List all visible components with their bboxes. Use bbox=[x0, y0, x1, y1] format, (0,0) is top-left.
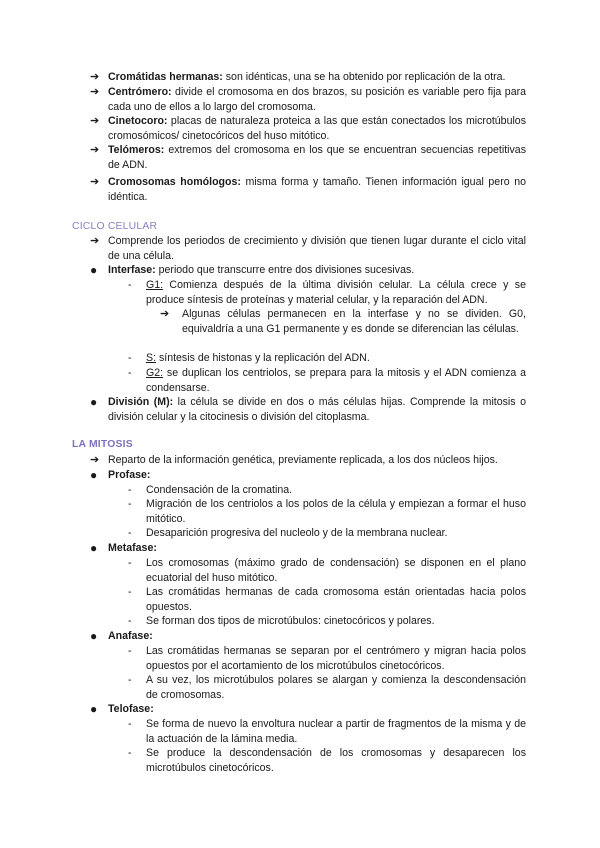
dash-marker: - bbox=[128, 527, 132, 539]
interfase-item: ● Interfase: periodo que transcurre entre dos divisiones sucesivas. bbox=[90, 263, 415, 277]
arrow-icon: ➔ bbox=[90, 86, 100, 98]
bullet-icon: ● bbox=[90, 468, 98, 482]
list-item: - A su vez, los microtúbulos polares se alargan y comienza la descondensación de cromosomas. bbox=[128, 674, 526, 701]
bullet-icon: ● bbox=[90, 541, 98, 555]
g2-item: - G2: se duplican los centriolos, se prepara para la mitosis y el ADN comienza a condensarse. bbox=[128, 367, 526, 394]
list-item: - Las cromátidas hermanas de cada cromosoma están orientadas hacia polos opuestos. bbox=[128, 586, 526, 613]
g0-item: ➔ Algunas células permanecen en la interfase y no se dividen. G0, equivaldría a una G1 permanente y es donde se diferencian las células. bbox=[160, 308, 526, 335]
list-item: - Los cromosomas (máximo grado de condensación) se disponen en el plano ecuatorial del huso mitótico. bbox=[128, 557, 526, 584]
ciclo-intro: ➔ Comprende los periodos de crecimiento y división que tienen lugar durante el ciclo vital de una célula. bbox=[90, 235, 526, 262]
list-item: - Condensación de la cromatina. bbox=[128, 484, 293, 496]
bullet-icon: ● bbox=[90, 395, 98, 409]
term-label: Centrómero: bbox=[108, 86, 172, 98]
list-item: - Desaparición progresiva del nucleolo y de la membrana nuclear. bbox=[128, 527, 448, 539]
bullet-icon: ● bbox=[90, 629, 98, 643]
term-text: placas de naturaleza proteica a las que están conectados los microtúbulos cromosómicos/ cinetocóricos del huso mitótico. bbox=[108, 115, 526, 142]
anafase-item bbox=[90, 629, 526, 644]
mitosis-intro: ➔ Reparto de la información genética, previamente replicada, a los dos núcleos hijos. bbox=[90, 454, 498, 466]
arrow-icon: ➔ bbox=[90, 71, 100, 83]
dash-marker: - bbox=[128, 352, 132, 364]
definition-cromatidas bbox=[90, 70, 526, 85]
phase-title: Metafase: bbox=[108, 542, 157, 554]
dash-marker: - bbox=[128, 615, 132, 627]
arrow-icon: ➔ bbox=[160, 308, 170, 320]
dash-marker: - bbox=[128, 279, 132, 291]
phase-label: G1: bbox=[146, 279, 164, 291]
term-label: División (M): bbox=[108, 396, 174, 408]
dash-marker: - bbox=[128, 498, 132, 510]
dash-marker: - bbox=[128, 484, 132, 496]
term-text: misma forma y tamaño. Tienen información igual pero no idéntica. bbox=[108, 176, 526, 203]
profase-item bbox=[90, 468, 526, 483]
term-text: divide el cromosoma en dos brazos, su posición es variable pero fija para cada uno de ellos a lo largo del cromosoma. bbox=[108, 86, 526, 113]
dash-marker: - bbox=[128, 367, 132, 379]
term-label: Cinetocoro: bbox=[108, 115, 168, 127]
arrow-icon: ➔ bbox=[90, 115, 100, 127]
metafase-item bbox=[90, 541, 526, 556]
list-item: - Se forma de nuevo la envoltura nuclear a partir de fragmentos de la misma y de la actuación de la lámina media. bbox=[128, 718, 526, 745]
term-label: Telómeros: bbox=[108, 144, 165, 156]
list-item: - Se forman dos tipos de microtúbulos: cinetocóricos y polares. bbox=[128, 615, 435, 627]
term-label: Interfase: bbox=[108, 264, 156, 276]
arrow-icon: ➔ bbox=[90, 235, 100, 247]
phase-title: Telofase: bbox=[108, 703, 154, 715]
bullet-icon: ● bbox=[90, 263, 98, 277]
phase-label: G2: bbox=[146, 367, 164, 379]
s-item: - S: síntesis de histonas y la replicación del ADN. bbox=[128, 352, 370, 364]
list-item: - Se produce la descondensación de los cromosomas y desaparecen los microtúbulos cinetocóricos. bbox=[128, 747, 526, 774]
dash-marker: - bbox=[128, 674, 132, 686]
list-item: - Las cromátidas hermanas se separan por el centrómero y migran hacia polos opuestos por el acortamiento de los microtúbulos cinetocóricos. bbox=[128, 645, 526, 672]
telofase-item bbox=[90, 702, 526, 717]
term-label: Cromátidas hermanas: bbox=[108, 71, 223, 83]
section-heading-mitosis: LA MITOSIS bbox=[72, 439, 133, 450]
arrow-icon: ➔ bbox=[90, 454, 100, 466]
phase-title: Profase: bbox=[108, 469, 151, 481]
division-item: ● División (M): la célula se divide en dos o más células hijas. Comprende la mitosis o división celular y la citocinesis o división del citoplasma. bbox=[90, 395, 526, 423]
definition-cinetocoro bbox=[90, 114, 526, 143]
dash-marker: - bbox=[128, 718, 132, 730]
term-text: extremos del cromosoma en los que se encuentran secuencias repetitivas de ADN. bbox=[108, 144, 526, 171]
term-text: son idénticas, una se ha obtenido por replicación de la otra. bbox=[222, 71, 506, 83]
section-heading-ciclo-celular: CICLO CELULAR bbox=[72, 221, 158, 232]
phase-label: S: bbox=[146, 352, 157, 364]
phase-title: Anafase: bbox=[108, 630, 153, 642]
list-item: - Migración de los centriolos a los polos de la célula y empiezan a formar el huso mitótico. bbox=[128, 498, 526, 525]
definition-centromero bbox=[90, 85, 526, 114]
definition-homologos bbox=[90, 175, 526, 204]
dash-marker: - bbox=[128, 586, 132, 598]
bullet-icon: ● bbox=[90, 702, 98, 716]
term-label: Cromosomas homólogos: bbox=[108, 176, 241, 188]
g1-item: - G1: Comienza después de la última división celular. La célula crece y se produce síntesis de proteínas y material celular, y la reparación del ADN. bbox=[128, 279, 526, 306]
definition-telomeros bbox=[90, 143, 526, 172]
dash-marker: - bbox=[128, 557, 132, 569]
arrow-icon: ➔ bbox=[90, 144, 100, 156]
arrow-icon: ➔ bbox=[90, 176, 100, 188]
dash-marker: - bbox=[128, 645, 132, 657]
dash-marker: - bbox=[128, 747, 132, 759]
